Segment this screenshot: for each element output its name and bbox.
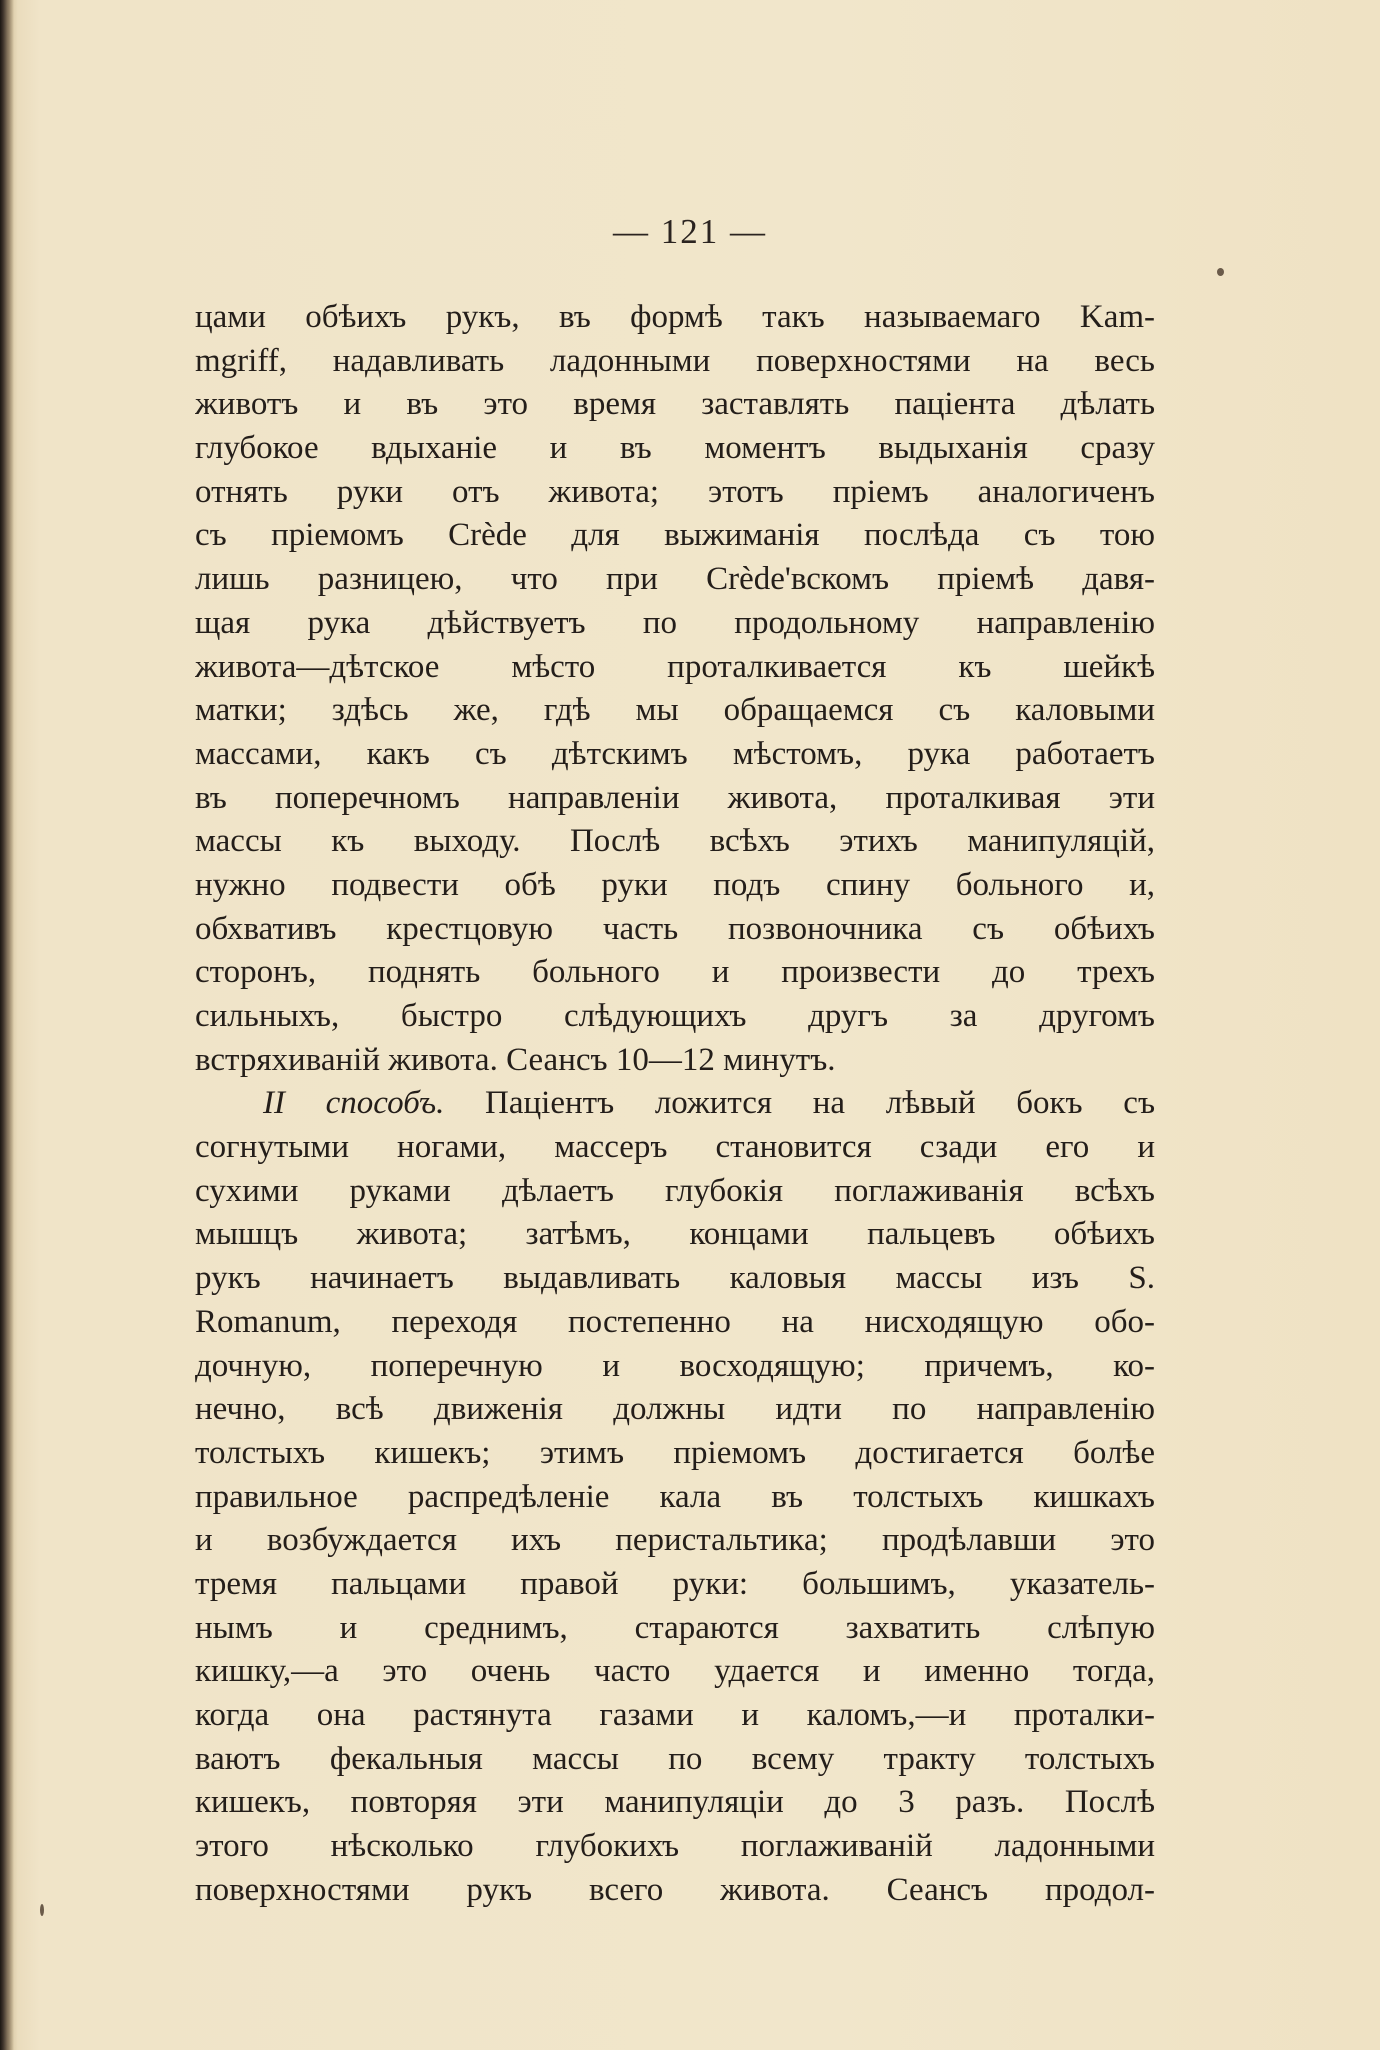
- text-line: правильное распредѣленіе кала въ толстыхъ кишкахъ: [195, 1478, 1155, 1515]
- text-line: сторонъ, поднять больного и произвести до трехъ: [195, 954, 1155, 991]
- text-line: съ пріемомъ Crède для выжиманія послѣда съ тою: [195, 517, 1155, 554]
- text-line: сухими руками дѣлаетъ глубокія поглаживанія всѣхъ: [195, 1172, 1155, 1209]
- text-line: лишь разницею, что при Crède'вскомъ пріемѣ давя-: [195, 561, 1155, 598]
- text-line: нымъ и среднимъ, стараются захватить слѣпую: [195, 1609, 1155, 1646]
- page-number: — 121 —: [613, 212, 767, 251]
- first-line-text: Паціентъ ложится на лѣвый бокъ съ: [444, 1085, 1155, 1122]
- method-heading: II способъ.: [263, 1085, 445, 1122]
- text-line: нужно подвести обѣ руки подъ спину больного и,: [195, 866, 1155, 903]
- ink-speck: [40, 1904, 44, 1916]
- binding-edge: [0, 0, 14, 2050]
- paragraph-2: [195, 1082, 1155, 1912]
- text-line: когда она растянута газами и каломъ,—и проталки-: [195, 1697, 1155, 1733]
- text-line: рукъ начинаетъ выдавливать каловыя массы изъ S.: [195, 1260, 1155, 1297]
- text-line: поверхностями рукъ всего живота. Сеансъ продол-: [195, 1871, 1155, 1908]
- text-line: сильныхъ, быстро слѣдующихъ другъ за другомъ: [195, 998, 1155, 1034]
- text-line: ваютъ фекальныя массы по всему тракту толстыхъ: [195, 1740, 1155, 1777]
- text-line: mgriff, надавливать ладонными поверхностями на весь: [195, 342, 1155, 379]
- ink-speck: [1217, 268, 1224, 276]
- body-text: [195, 296, 1155, 1912]
- text-line: и возбуждается ихъ перистальтика; продѣлавши это: [195, 1522, 1155, 1559]
- text-line: Romanum, переходя постепенно на нисходящую обо-: [195, 1303, 1155, 1340]
- text-line: глубокое вдыханіе и въ моментъ выдыханія сразу: [195, 430, 1155, 467]
- text-line: массами, какъ съ дѣтскимъ мѣстомъ, рука работаетъ: [195, 735, 1155, 772]
- text-line: живота—дѣтское мѣсто проталкивается къ шейкѣ: [195, 648, 1155, 685]
- text-line: кишекъ, повторяя эти манипуляціи до 3 разъ. Послѣ: [195, 1784, 1155, 1821]
- text-line: щая рука дѣйствуетъ по продольному направленію: [195, 604, 1155, 641]
- text-line: цами обѣихъ рукъ, въ формѣ такъ называемаго Kam-: [195, 299, 1155, 335]
- text-line: встряхиваній живота. Сеансъ 10—12 минутъ.: [195, 1041, 836, 1078]
- text-line: кишку,—а это очень часто удается и именно тогда,: [195, 1653, 1155, 1690]
- text-line: нечно, всѣ движенія должны идти по направленію: [195, 1391, 1155, 1428]
- text-line: согнутыми ногами, массеръ становится сзади его и: [195, 1129, 1155, 1166]
- text-line: отнять руки отъ живота; этотъ пріемъ аналогиченъ: [195, 473, 1155, 510]
- text-line: тремя пальцами правой руки: большимъ, указатель-: [195, 1565, 1155, 1602]
- text-line: мышцъ живота; затѣмъ, концами пальцевъ обѣихъ: [195, 1216, 1155, 1253]
- text-line: животъ и въ это время заставлять паціента дѣлать: [195, 386, 1155, 423]
- text-line: этого нѣсколько глубокихъ поглаживаній ладонными: [195, 1828, 1155, 1865]
- text-line: обхвативъ крестцовую часть позвоночника съ обѣихъ: [195, 910, 1155, 947]
- text-line: толстыхъ кишекъ; этимъ пріемомъ достигается болѣе: [195, 1434, 1155, 1471]
- text-line: дочную, поперечную и восходящую; причемъ, ко-: [195, 1347, 1155, 1384]
- text-line: матки; здѣсь же, гдѣ мы обращаемся съ каловыми: [195, 692, 1155, 729]
- paragraph-1: [195, 296, 1155, 1082]
- text-line: въ поперечномъ направленіи живота, проталкивая эти: [195, 779, 1155, 816]
- paragraph-2-first-line: [195, 1082, 1155, 1126]
- text-line: массы къ выходу. Послѣ всѣхъ этихъ манипуляцій,: [195, 823, 1155, 860]
